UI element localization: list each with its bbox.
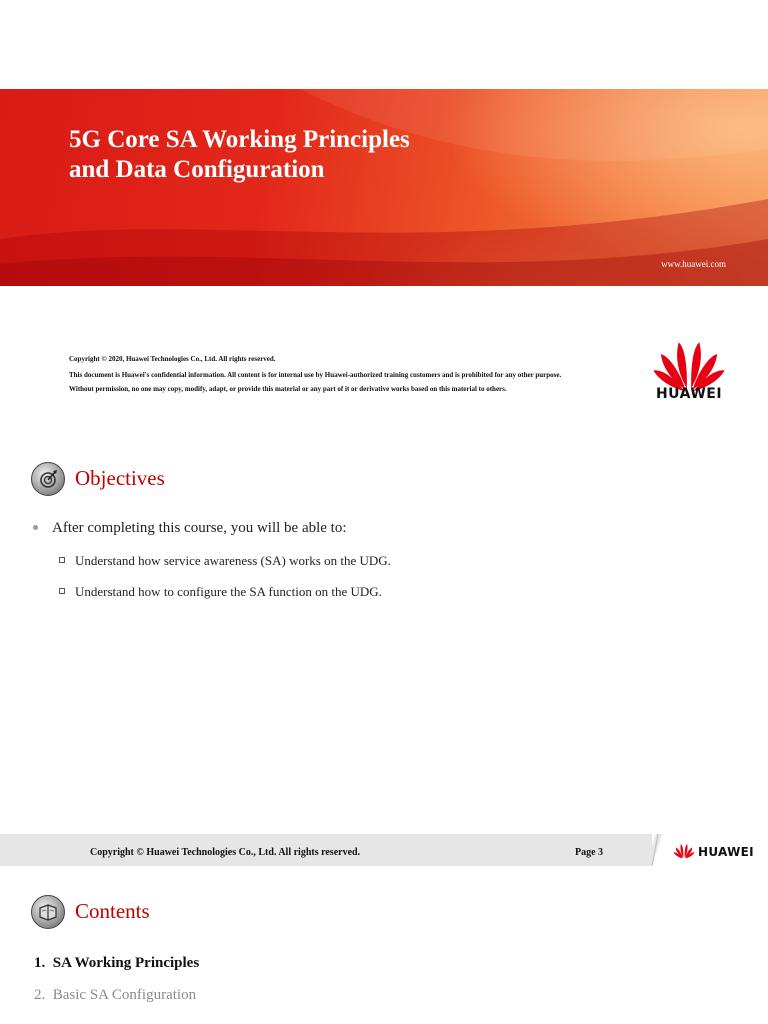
target-icon — [31, 462, 65, 496]
website-url[interactable]: www.huawei.com — [661, 259, 726, 269]
banner-decoration — [0, 89, 768, 286]
footer-copyright: Copyright © Huawei Technologies Co., Ltd. All rights reserved. — [90, 847, 361, 858]
objective-item: Understand how to configure the SA function on the UDG. — [75, 584, 382, 599]
title-banner — [0, 89, 768, 286]
presentation-title-line1: 5G Core SA Working Principles — [69, 126, 410, 153]
objective-item: Understand how service awareness (SA) works on the UDG. — [75, 553, 391, 568]
contents-item-number: 2. — [34, 987, 46, 1003]
presentation-title-line2: and Data Configuration — [69, 156, 325, 183]
huawei-logo-wordmark: HUAWEI — [655, 386, 723, 402]
square-bullet — [59, 557, 65, 563]
contents-item[interactable] — [34, 987, 196, 1004]
book-icon — [31, 895, 65, 929]
legal-permission: Without permission, no one may copy, modify, adapt, or provide this material or any part of it or derivative works based on this material to others. — [69, 385, 507, 393]
page-number: Page 3 — [575, 847, 604, 858]
contents-item-label: Basic SA Configuration — [52, 987, 197, 1003]
objectives-intro: After completing this course, you will be able to: — [52, 520, 347, 536]
legal-confidential: This document is Huawei's confidential information. All content is for internal use by Huawei-authorized training customers and is prohibited for any other purpose. — [69, 371, 562, 379]
contents-item-number: 1. — [34, 955, 46, 971]
huawei-logo-icon — [673, 841, 695, 861]
contents-item-label: SA Working Principles — [52, 955, 200, 971]
objectives-heading: Objectives — [75, 466, 165, 490]
footer-divider — [646, 834, 662, 866]
contents-item-active[interactable] — [34, 955, 199, 972]
bullet-dot — [33, 525, 38, 530]
huawei-logo-wordmark: HUAWEI — [698, 845, 754, 859]
contents-heading: Contents — [75, 899, 150, 923]
legal-copyright: Copyright © 2020, Huawei Technologies Co., Ltd. All rights reserved. — [69, 355, 276, 363]
square-bullet — [59, 588, 65, 594]
